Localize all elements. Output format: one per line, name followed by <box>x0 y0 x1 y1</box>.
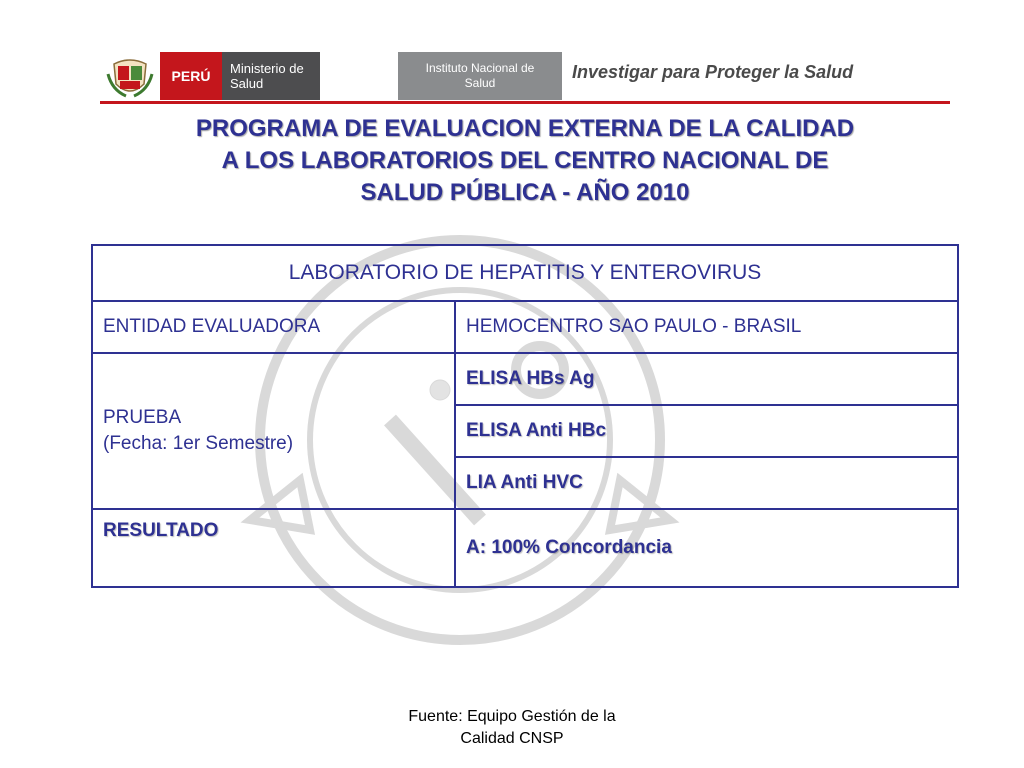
entity-label: ENTIDAD EVALUADORA <box>92 301 455 353</box>
header-divider <box>100 101 950 104</box>
peru-ministry-logo <box>160 52 320 100</box>
page-header <box>100 48 950 104</box>
result-value: A: 100% Concordancia <box>455 509 958 587</box>
entity-value: HEMOCENTRO SAO PAULO - BRASIL <box>455 301 958 353</box>
table-heading-row <box>92 245 958 301</box>
source-line-1: Fuente: Equipo Gestión de la <box>408 708 616 725</box>
table-row <box>92 509 958 587</box>
test-item: ELISA Anti HBc <box>455 405 958 457</box>
coat-of-arms-icon <box>106 54 154 100</box>
test-item: ELISA HBs Ag <box>455 353 958 405</box>
test-label-line2: (Fecha: 1er Semestre) <box>103 433 294 454</box>
test-label <box>92 353 455 509</box>
table-row <box>92 301 958 353</box>
title-line-1: PROGRAMA DE EVALUACION EXTERNA DE LA CALIDAD <box>195 115 855 142</box>
institute-logo <box>398 52 562 100</box>
table-row <box>92 353 958 405</box>
results-table <box>91 244 959 588</box>
title-line-2: A LOS LABORATORIOS DEL CENTRO NACIONAL DE <box>221 147 829 174</box>
source-note <box>362 706 662 750</box>
title-line-3: SALUD PÚBLICA - AÑO 2010 <box>360 179 690 206</box>
ministry-label: Ministerio de Salud <box>222 52 320 100</box>
peru-label: PERÚ <box>160 52 222 100</box>
source-line-2: Calidad CNSP <box>460 730 564 747</box>
header-slogan: Investigar para Proteger la Salud <box>572 62 854 82</box>
page-title <box>100 113 950 209</box>
test-item: LIA Anti HVC <box>455 457 958 509</box>
test-label-line1: PRUEBA <box>103 407 182 428</box>
institute-label-line1: Instituto Nacional de <box>425 61 535 75</box>
result-label: RESULTADO <box>92 509 455 587</box>
institute-label-line2: Salud <box>464 76 496 90</box>
laboratory-heading: LABORATORIO DE HEPATITIS Y ENTEROVIRUS <box>92 245 958 301</box>
